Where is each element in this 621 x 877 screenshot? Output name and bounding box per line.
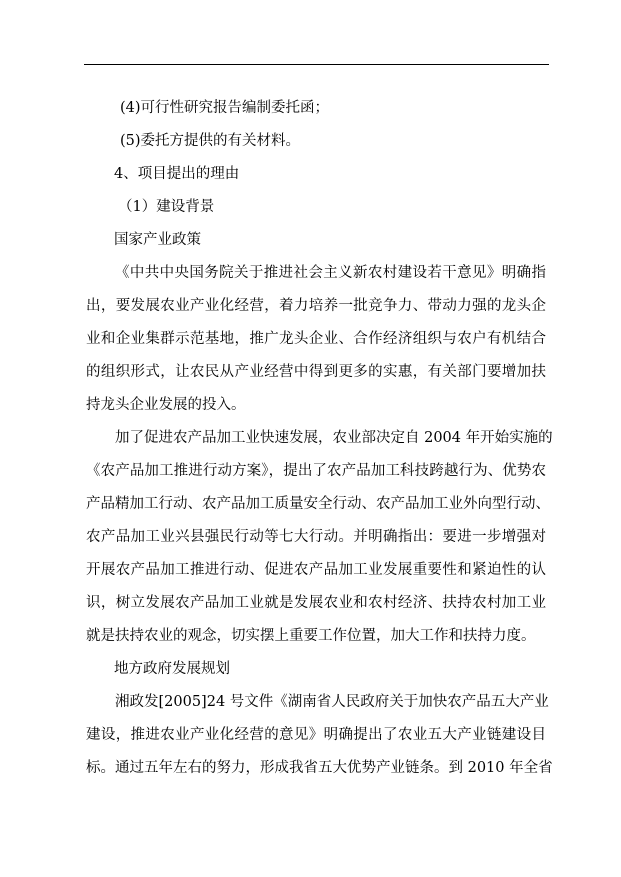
paragraph-line: 标。通过五年左右的努力，形成我省五大优势产业链条。到 2010 年全省 (86, 760, 553, 776)
header-rule (84, 64, 549, 65)
paragraph-line: 《农产品加工推进行动方案》，提出了农产品加工科技跨越行为、优势农 (86, 463, 546, 479)
paragraph-line: 产品精加工行动、农产品加工质量安全行动、农产品加工业外向型行动、 (86, 496, 550, 512)
paragraph-line: 《中共中央国务院关于推进社会主义新农村建设若干意见》明确指 (115, 265, 546, 281)
paragraph-line: 加了促进农产品加工业快速发展，农业部决定自 2004 年开始实施的 (115, 430, 553, 446)
list-item-5: (5)委托方提供的有关材料。 (120, 133, 301, 149)
list-item-4: (4)可行性研究报告编制委托函； (120, 100, 330, 116)
paragraph-line: 识，树立发展农产品加工业就是发展农业和农村经济、扶持农村加工业 (86, 595, 546, 611)
document-body (86, 92, 553, 785)
subsection-heading: （1）建设背景 (118, 199, 215, 215)
paragraph-line: 业和企业集群示范基地，推广龙头企业、合作经济组织与农户有机结合 (86, 331, 546, 347)
paragraph-line: 建设，推进农业产业化经营的意见》明确提出了农业五大产业链建设目 (86, 727, 546, 743)
paragraph-line: 湘政发[2005]24 号文件《湖南省人民政府关于加快农产品五大产业 (115, 694, 549, 710)
paragraph-line: 出，要发展农业产业化经营，着力培养一批竞争力、带动力强的龙头企 (86, 298, 546, 314)
paragraph-line: 的组织形式，让农民从产业经营中得到更多的实惠，有关部门要增加扶 (86, 364, 546, 380)
paragraph-line: 持龙头企业发展的投入。 (86, 397, 246, 413)
paragraph-line: 开展农产品加工推进行动、促进农产品加工业发展重要性和紧迫性的认 (86, 562, 546, 578)
paragraph-line: 农产品加工业兴县强民行动等七大行动。并明确指出：要进一步增强对 (86, 529, 546, 545)
paragraph-line: 就是扶持农业的观念，切实摆上重要工作位置，加大工作和扶持力度。 (86, 628, 536, 644)
section-heading: 4、项目提出的理由 (114, 166, 240, 182)
topic-heading-national-policy: 国家产业政策 (114, 232, 201, 248)
topic-heading-local-plan: 地方政府发展规划 (114, 661, 230, 677)
